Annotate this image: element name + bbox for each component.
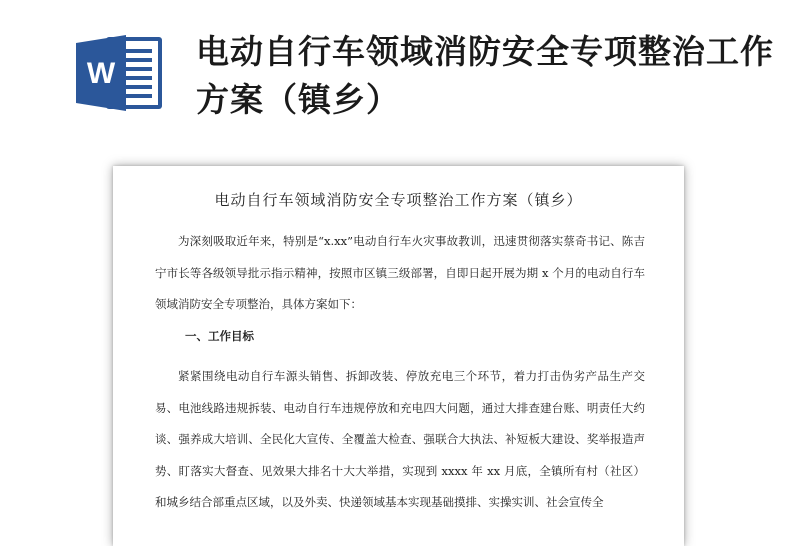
section-heading: 一、工作目标 xyxy=(185,329,254,343)
word-logo-letter: W xyxy=(86,57,116,90)
document-title: 电动自行车领域消防安全专项整治工作方案（镇乡） xyxy=(214,191,583,209)
word-document-icon xyxy=(76,33,166,113)
word-logo xyxy=(76,33,166,113)
banner-title: 电动自行车领域消防安全专项整治工作方案（镇乡） xyxy=(196,32,774,119)
intro-paragraph: 为深刻吸取近年来，特别是“x.xx”电动自行车火灾事故教训，迅速贯彻落实蔡奇书记、陈吉宁市长等各级领导批示指示精神，按照市区镇三级部署，自即日起开展为期 x 个月的电动自行车领域消防安全专项整治，具体方案如下： xyxy=(155,234,645,311)
section-paragraph: 紧紧围绕电动自行车源头销售、拆卸改装、停放充电三个环节，着力打击伪劣产品生产交易、电池线路违规拆装、电动自行车违规停放和充电四大问题，通过大排查建台账、明责任大约谈、强养成大培训、全民化大宣传、全覆盖大检查、强联合大执法、补短板大建设、奖举报造声势、盯落实大督查、见效果大排名十大大举措，实现到 xxxx 年 xx 月底，全镇所有村（社区）和城乡结合部重点区域，以及外卖、快递领域基本实现基础摸排、实操实训、社会宣传全 xyxy=(155,369,645,509)
document-page xyxy=(113,166,684,546)
